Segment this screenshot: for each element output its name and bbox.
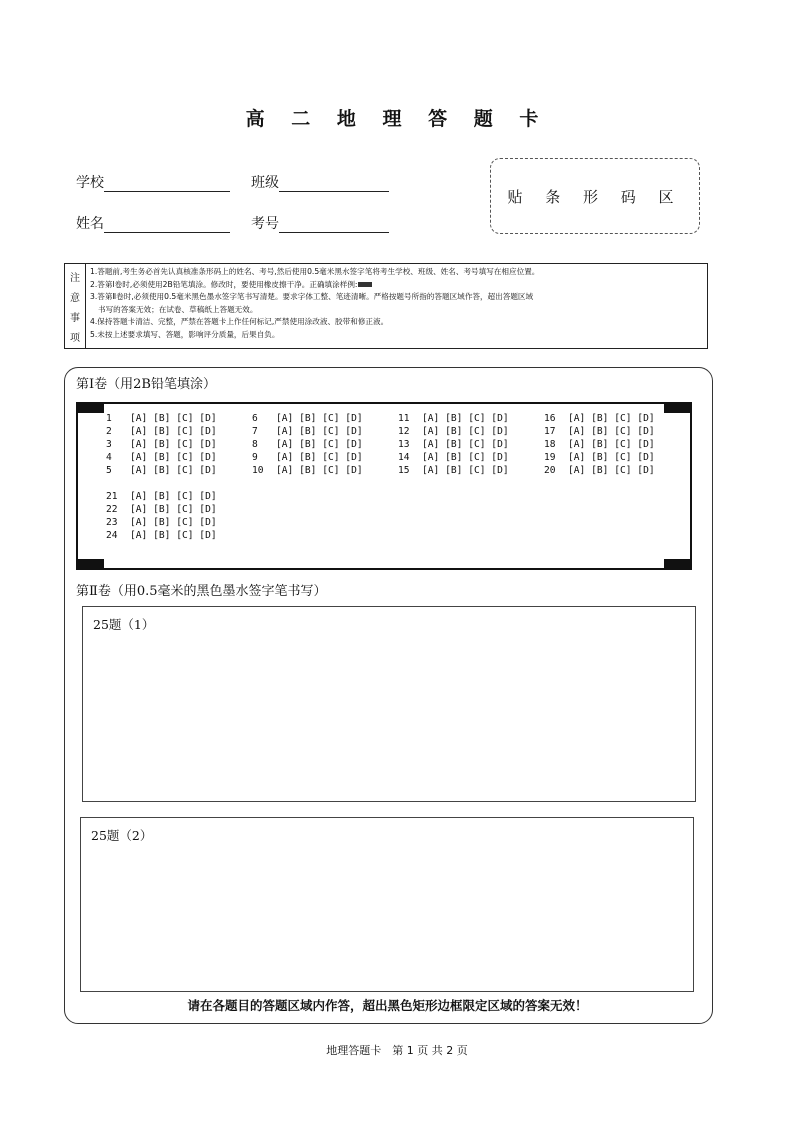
- question-number: 15: [398, 465, 410, 476]
- omr-row[interactable]: [106, 425, 217, 438]
- question-number: 13: [398, 439, 410, 450]
- omr-row[interactable]: [252, 438, 363, 451]
- omr-row[interactable]: [544, 438, 655, 451]
- omr-row[interactable]: [106, 451, 217, 464]
- question-number: 4: [106, 452, 112, 463]
- notice-head-char: 意: [70, 292, 80, 304]
- omr-row[interactable]: [544, 425, 655, 438]
- name-line[interactable]: [104, 216, 230, 233]
- answer-options[interactable]: [A] [B] [C] [D]: [130, 491, 217, 502]
- section1-label: 第Ⅰ卷（用2B铅笔填涂）: [76, 377, 216, 392]
- answer-options[interactable]: [A] [B] [C] [D]: [130, 530, 217, 541]
- omr-row[interactable]: [106, 529, 217, 542]
- notice-head-char: 项: [70, 332, 80, 344]
- omr-row[interactable]: [106, 503, 217, 516]
- notice-heading: [65, 264, 86, 348]
- question-number: 20: [544, 465, 556, 476]
- omr-row[interactable]: [544, 412, 655, 425]
- omr-grid: [76, 402, 692, 570]
- answer-options[interactable]: [A] [B] [C] [D]: [130, 426, 217, 437]
- omr-row[interactable]: [106, 412, 217, 425]
- omr-row[interactable]: [252, 451, 363, 464]
- notice-line: 4.保持答题卡清洁、完整，严禁在答题卡上作任何标记,严禁使用涂改液、胶带和修正液。: [90, 317, 389, 327]
- answer-options[interactable]: [A] [B] [C] [D]: [568, 452, 655, 463]
- omr-column: [106, 490, 217, 542]
- question-number: 23: [106, 517, 118, 528]
- question-number: 7: [252, 426, 258, 437]
- answer-options[interactable]: [A] [B] [C] [D]: [276, 439, 363, 450]
- omr-row[interactable]: [252, 425, 363, 438]
- omr-row[interactable]: [106, 516, 217, 529]
- exam-number-field[interactable]: [251, 213, 389, 233]
- answer-options[interactable]: [A] [B] [C] [D]: [422, 439, 509, 450]
- answer-options[interactable]: [A] [B] [C] [D]: [130, 439, 217, 450]
- page-title: 高 二 地 理 答 题 卡: [245, 108, 549, 130]
- question-number: 12: [398, 426, 410, 437]
- omr-row[interactable]: [544, 451, 655, 464]
- omr-row[interactable]: [398, 412, 509, 425]
- registration-mark: [78, 404, 104, 413]
- notice-line: 1.答题前,考生务必首先认真核准条形码上的姓名、考号,然后使用0.5毫米黑水签字笔将考生学校、班级、姓名、考号填写在相应位置。: [90, 267, 540, 276]
- omr-column: [398, 412, 509, 477]
- exam-number-line[interactable]: [279, 216, 389, 233]
- class-field[interactable]: [251, 172, 389, 192]
- omr-row[interactable]: [106, 490, 217, 503]
- page-footer: 地理答题卡 第 1 页 共 2 页: [326, 1044, 468, 1057]
- question-number: 11: [398, 413, 410, 424]
- omr-row[interactable]: [398, 451, 509, 464]
- class-line[interactable]: [279, 175, 389, 192]
- registration-mark: [664, 559, 690, 568]
- question-number: 14: [398, 452, 410, 463]
- question-number: 8: [252, 439, 258, 450]
- question-number: 24: [106, 530, 118, 541]
- answer-options[interactable]: [A] [B] [C] [D]: [130, 465, 217, 476]
- notice-line: 书写的答案无效；在试卷、草稿纸上答题无效。: [98, 304, 258, 314]
- question-label: 25题（2）: [91, 828, 153, 843]
- notice-line: 5.未按上述要求填写、答题，影响评分质量，后果自负。: [90, 329, 280, 339]
- omr-row[interactable]: [398, 438, 509, 451]
- notice-head-char: 事: [70, 312, 80, 324]
- question-number: 2: [106, 426, 112, 437]
- omr-row[interactable]: [252, 412, 363, 425]
- school-label: 学校: [76, 175, 104, 191]
- school-field[interactable]: [76, 172, 230, 192]
- omr-column: [252, 412, 363, 477]
- answer-options[interactable]: [A] [B] [C] [D]: [422, 426, 509, 437]
- answer-options[interactable]: [A] [B] [C] [D]: [422, 465, 509, 476]
- answer-options[interactable]: [A] [B] [C] [D]: [568, 413, 655, 424]
- answer-options[interactable]: [A] [B] [C] [D]: [276, 426, 363, 437]
- question-number: 18: [544, 439, 556, 450]
- notice-box: [64, 263, 708, 349]
- question-label: 25题（1）: [93, 617, 155, 632]
- omr-row[interactable]: [252, 464, 363, 477]
- question-number: 22: [106, 504, 118, 515]
- barcode-area: [490, 158, 700, 234]
- question-number: 16: [544, 413, 556, 424]
- omr-row[interactable]: [398, 425, 509, 438]
- omr-row[interactable]: [398, 464, 509, 477]
- answer-options[interactable]: [A] [B] [C] [D]: [130, 413, 217, 424]
- name-label: 姓名: [76, 216, 104, 232]
- registration-mark: [664, 404, 690, 413]
- class-label: 班级: [251, 175, 279, 191]
- notice-line: 3.答第Ⅱ卷时,必须使用0.5毫米黑色墨水签字笔书写清楚。要求字体工整、笔迹清晰。严格按题号所指的答题区域作答，超出答题区域: [90, 292, 534, 302]
- omr-column: [544, 412, 655, 477]
- answer-options[interactable]: [A] [B] [C] [D]: [130, 504, 217, 515]
- barcode-label: 贴 条 形 码 区: [507, 187, 683, 206]
- question-number: 1: [106, 413, 112, 424]
- notice-head-char: 注: [70, 272, 80, 284]
- fill-sample-mark: [358, 282, 372, 287]
- answer-options[interactable]: [A] [B] [C] [D]: [276, 452, 363, 463]
- school-line[interactable]: [104, 175, 230, 192]
- answer-options[interactable]: [A] [B] [C] [D]: [276, 413, 363, 424]
- answer-options[interactable]: [A] [B] [C] [D]: [568, 426, 655, 437]
- notice-line: 2.答第Ⅰ卷时,必须使用2B铅笔填涂。修改时，要使用橡皮擦干净。正确填涂样例:: [90, 279, 358, 289]
- name-field[interactable]: [76, 213, 230, 233]
- answer-box-25-2[interactable]: [80, 817, 694, 992]
- notice-text: [86, 264, 707, 348]
- omr-row[interactable]: [106, 438, 217, 451]
- omr-row[interactable]: [106, 464, 217, 477]
- answer-options[interactable]: [A] [B] [C] [D]: [130, 452, 217, 463]
- question-number: 17: [544, 426, 556, 437]
- answer-options[interactable]: [A] [B] [C] [D]: [568, 465, 655, 476]
- section2-label: 第Ⅱ卷（用0.5毫米的黑色墨水签字笔书写）: [76, 584, 327, 599]
- answer-options[interactable]: [A] [B] [C] [D]: [276, 465, 363, 476]
- answer-options[interactable]: [A] [B] [C] [D]: [130, 517, 217, 528]
- answer-box-25-1[interactable]: [82, 606, 696, 802]
- exam-number-label: 考号: [251, 216, 279, 232]
- warning-text: 请在各题目的答题区域内作答，超出黑色矩形边框限定区域的答案无效！: [187, 998, 588, 1013]
- question-number: 5: [106, 465, 112, 476]
- question-number: 6: [252, 413, 258, 424]
- answer-options[interactable]: [A] [B] [C] [D]: [568, 439, 655, 450]
- notice-line-2: [90, 279, 703, 292]
- answer-options[interactable]: [A] [B] [C] [D]: [422, 452, 509, 463]
- omr-row[interactable]: [544, 464, 655, 477]
- question-number: 3: [106, 439, 112, 450]
- question-number: 10: [252, 465, 264, 476]
- question-number: 19: [544, 452, 556, 463]
- question-number: 21: [106, 491, 118, 502]
- registration-mark: [78, 559, 104, 568]
- question-number: 9: [252, 452, 258, 463]
- omr-column: [106, 412, 217, 477]
- answer-options[interactable]: [A] [B] [C] [D]: [422, 413, 509, 424]
